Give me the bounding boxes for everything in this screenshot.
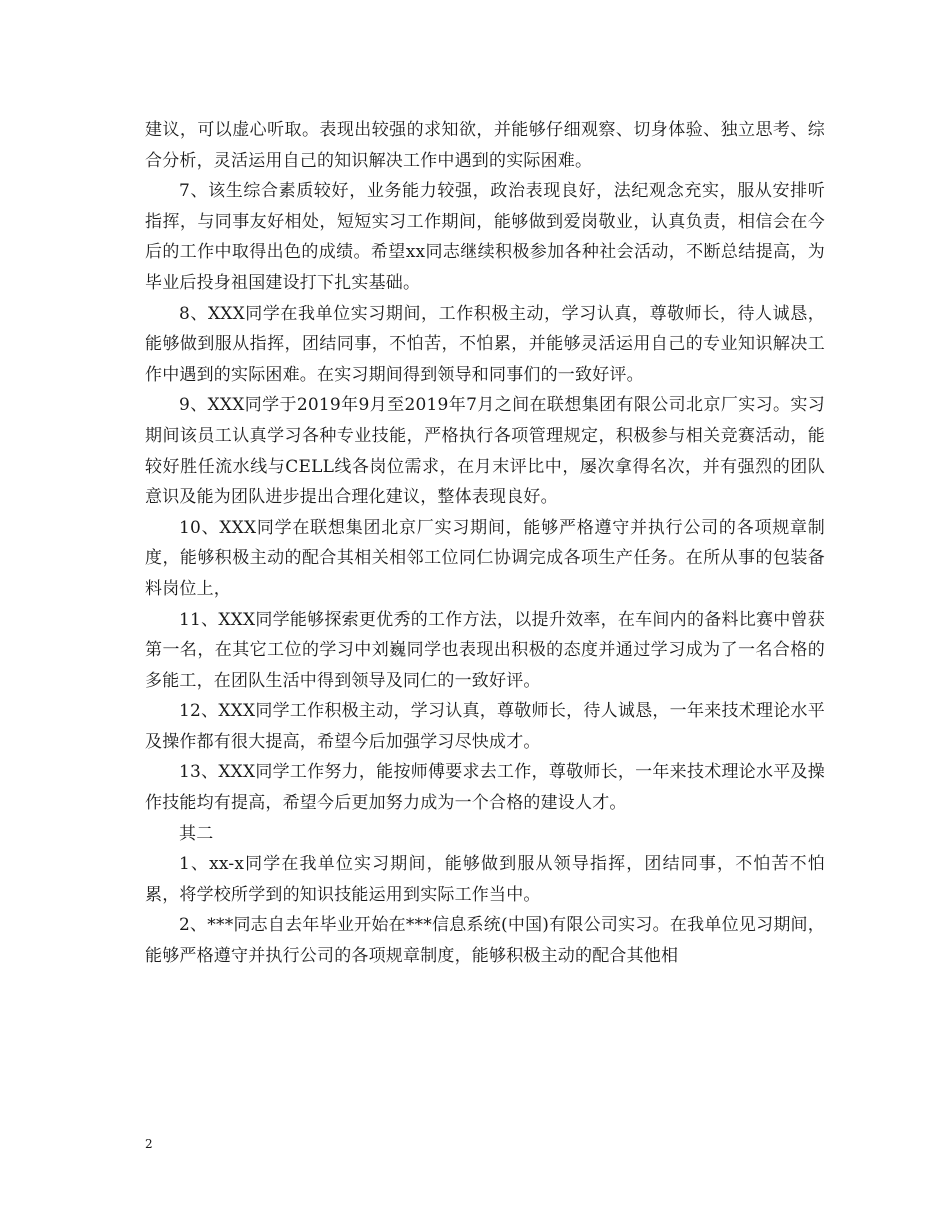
paragraph-part-two-item-1: 1、xx-x同学在我单位实习期间，能够做到服从领导指挥，团结同事，不怕苦不怕累，将学校所学到的知识技能运用到实际工作当中。: [145, 854, 825, 905]
paragraph-continuation: 建议，可以虚心听取。表现出较强的求知欲，并能够仔细观察、切身体验、独立思考、综合分析，灵活运用自己的知识解决工作中遇到的实际困难。: [145, 120, 825, 171]
page-number: 2: [145, 1137, 153, 1151]
paragraph-item-7: 7、该生综合素质较好，业务能力较强，政治表现良好，法纪观念充实，服从安排听指挥，与同事友好相处，短短实习工作期间，能够做到爱岗敬业，认真负责，相信会在今后的工作中取得出色的成绩。希望xx同志继续积极参加各种社会活动，不断总结提高，为毕业后投身祖国建设打下扎实基础。: [145, 181, 825, 293]
document-body: [145, 115, 825, 972]
section-heading-part-two: 其二: [179, 823, 214, 844]
paragraph-item-11: 11、XXX同学能够探索更优秀的工作方法，以提升效率，在车间内的备料比赛中曾获第一名，在其它工位的学习中刘巍同学也表现出积极的态度并通过学习成为了一名合格的多能工，在团队生活中得到领导及同仁的一致好评。: [145, 609, 825, 691]
paragraph-item-9: 9、XXX同学于2019年9月至2019年7月之间在联想集团有限公司北京厂实习。实习期间该员工认真学习各种专业技能，严格执行各项管理规定，积极参与相关竞赛活动，能较好胜任流水线与CELL线各岗位需求，在月末评比中，屡次拿得名次，并有强烈的团队意识及能为团队进步提出合理化建议，整体表现良好。: [145, 395, 825, 508]
paragraph-item-10: 10、XXX同学在联想集团北京厂实习期间，能够严格遵守并执行公司的各项规章制度，能够积极主动的配合其相关相邻工位同仁协调完成各项生产任务。在所从事的包装备料岗位上，: [145, 517, 825, 599]
paragraph-item-8: 8、XXX同学在我单位实习期间，工作积极主动，学习认真，尊敬师长，待人诚恳，能够做到服从指挥，团结同事，不怕苦，不怕累，并能够灵活运用自己的专业知识解决工作中遇到的实际困难。在实习期间得到领导和同事们的一致好评。: [145, 303, 825, 385]
paragraph-item-13: 13、XXX同学工作努力，能按师傅要求去工作，尊敬师长，一年来技术理论水平及操作技能均有提高，希望今后更加努力成为一个合格的建设人才。: [145, 762, 825, 814]
paragraph-item-12: 12、XXX同学工作积极主动，学习认真，尊敬师长，待人诚恳，一年来技术理论水平及操作都有很大提高，希望今后加强学习尽快成才。: [145, 701, 825, 752]
paragraph-part-two-item-2: 2、***同志自去年毕业开始在***信息系统(中国)有限公司实习。在我单位见习期间，能够严格遵守并执行公司的各项规章制度，能够积极主动的配合其他相: [145, 915, 825, 967]
